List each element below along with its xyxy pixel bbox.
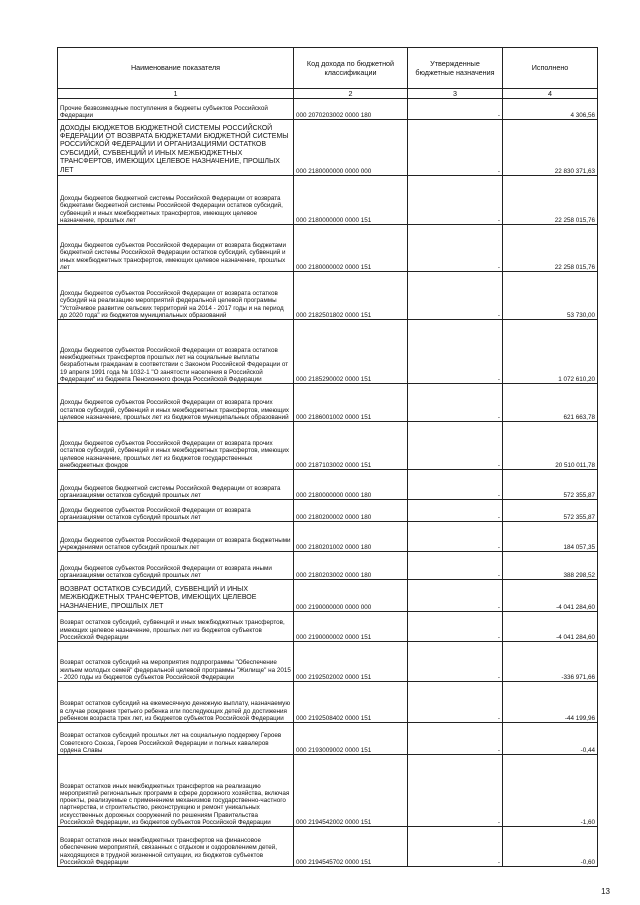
income-code: 000 2180000000 0000 000 (294, 120, 408, 176)
indicator-name: Доходы бюджетов субъектов Российской Федерации от возврата остатков субсидий на реализацию мероприятий федеральной целевой программы "Устойчивое развитие сельских территорий на 2014 - 2017 годы и на период до 2020 года" из бюджетов муниципальных образований (58, 272, 294, 320)
executed-value: -4 041 284,60 (503, 612, 598, 642)
indicator-name: Прочие безвозмездные поступления в бюджеты субъектов Российской Федерации (58, 99, 294, 120)
table-row (58, 320, 598, 384)
approved-value: - (408, 642, 503, 682)
indicator-name: Доходы бюджетов субъектов Российской Федерации от возврата организациями остатков субсидий прошлых лет (58, 500, 294, 522)
income-code: 000 2194545702 0000 151 (294, 827, 408, 867)
indicator-name: ДОХОДЫ БЮДЖЕТОВ БЮДЖЕТНОЙ СИСТЕМЫ РОССИЙСКОЙ ФЕДЕРАЦИИ ОТ ВОЗВРАТА БЮДЖЕТАМИ БЮДЖЕТНОЙ СИСТЕМЫ РОССИЙСКОЙ ФЕДЕРАЦИИ И ОРГАНИЗАЦИЯМИ ОСТАТКОВ СУБСИДИЙ, СУБВЕНЦИЙ И ИНЫХ МЕЖБЮДЖЕТНЫХ ТРАНСФЕРТОВ, ИМЕЮЩИХ ЦЕЛЕВОЕ НАЗНАЧЕНИЕ, ПРОШЛЫХ ЛЕТ (58, 120, 294, 176)
executed-value: 621 663,78 (503, 384, 598, 422)
indicator-name: Доходы бюджетов бюджетной системы Российской Федерации от возврата бюджетами бюджетной системы Российской Федерации остатков субсидий, субвенций и иных межбюджетных трансфертов, имеющих целевое назначение, прошлых лет (58, 176, 294, 225)
income-code: 000 2180201002 0000 180 (294, 522, 408, 552)
approved-value: - (408, 320, 503, 384)
executed-value: 1 072 610,20 (503, 320, 598, 384)
table-row (58, 120, 598, 176)
income-code: 000 2180000002 0000 151 (294, 225, 408, 272)
approved-value: - (408, 176, 503, 225)
column-number: 4 (503, 89, 598, 99)
approved-value: - (408, 552, 503, 580)
executed-value: 4 306,56 (503, 99, 598, 120)
page-number: 13 (601, 887, 610, 896)
approved-value: - (408, 272, 503, 320)
table-row (58, 422, 598, 470)
indicator-name: Возврат остатков субсидий на мероприятия подпрограммы "Обеспечение жильем молодых семей" федеральной целевой программы "Жилище" на 2015 - 2020 годы из бюджетов субъектов Российской Федерации (58, 642, 294, 682)
header-executed: Исполнено (503, 48, 598, 89)
executed-value: 22 258 015,76 (503, 176, 598, 225)
table-row (58, 522, 598, 552)
income-code: 000 2193009002 0000 151 (294, 723, 408, 755)
table-row (58, 384, 598, 422)
executed-value: 20 510 011,78 (503, 422, 598, 470)
income-code: 000 2185290002 0000 151 (294, 320, 408, 384)
header-income-code: Код дохода по бюджетной классификации (294, 48, 408, 89)
header-approved-budget: Утвержденные бюджетные назначения (408, 48, 503, 89)
approved-value: - (408, 384, 503, 422)
approved-value: - (408, 500, 503, 522)
income-code: 000 2194542002 0000 151 (294, 755, 408, 827)
income-code: 000 2182501802 0000 151 (294, 272, 408, 320)
budget-execution-table (57, 47, 598, 867)
table-row (58, 99, 598, 120)
table-row (58, 580, 598, 612)
income-code: 000 2070203002 0000 180 (294, 99, 408, 120)
indicator-name: Доходы бюджетов субъектов Российской Федерации от возврата бюджетами бюджетной системы Российской Федерации остатков субсидий, субвенций и иных межбюджетных трансфертов, имеющих целевое назначение, прошлых лет (58, 225, 294, 272)
approved-value: - (408, 755, 503, 827)
table-row (58, 470, 598, 500)
indicator-name: Возврат остатков иных межбюджетных трансфертов на финансовое обеспечение мероприятий, связанных с отдыхом и оздоровлением детей, находящихся в трудной жизненной ситуации, из бюджетов субъектов Российской Федерации (58, 827, 294, 867)
indicator-name: Возврат остатков субсидий на ежемесячную денежную выплату, назначаемую в случае рождения третьего ребенка или последующих детей до достижения ребенком возраста трех лет, из бюджетов субъектов Российской Федерации (58, 682, 294, 723)
income-code: 000 2180203002 0000 180 (294, 552, 408, 580)
table-row (58, 176, 598, 225)
table-row (58, 272, 598, 320)
executed-value: 184 057,35 (503, 522, 598, 552)
header-indicator-name: Наименование показателя (58, 48, 294, 89)
approved-value: - (408, 470, 503, 500)
column-number: 2 (294, 89, 408, 99)
table-row (58, 682, 598, 723)
approved-value: - (408, 612, 503, 642)
income-code: 000 2180200002 0000 180 (294, 500, 408, 522)
table-row (58, 723, 598, 755)
income-code: 000 2187103002 0000 151 (294, 422, 408, 470)
table-row (58, 225, 598, 272)
income-code: 000 2190000002 0000 151 (294, 612, 408, 642)
table-row (58, 612, 598, 642)
table-header-row (58, 48, 598, 89)
indicator-name: Доходы бюджетов субъектов Российской Федерации от возврата иными организациями остатков субсидий прошлых лет (58, 552, 294, 580)
approved-value: - (408, 723, 503, 755)
income-code: 000 2190000000 0000 000 (294, 580, 408, 612)
approved-value: - (408, 522, 503, 552)
income-code: 000 2180000000 0000 151 (294, 176, 408, 225)
table-row (58, 642, 598, 682)
executed-value: -0,44 (503, 723, 598, 755)
income-code: 000 2186001002 0000 151 (294, 384, 408, 422)
table-row (58, 552, 598, 580)
approved-value: - (408, 225, 503, 272)
executed-value: 572 355,87 (503, 470, 598, 500)
column-number: 3 (408, 89, 503, 99)
executed-value: -336 971,66 (503, 642, 598, 682)
indicator-name: Возврат остатков субсидий, субвенций и иных межбюджетных трансфертов, имеющих целевое назначение, прошлых лет из бюджетов субъектов Российской Федерации (58, 612, 294, 642)
approved-value: - (408, 120, 503, 176)
executed-value: 22 830 371,63 (503, 120, 598, 176)
executed-value: 22 258 015,76 (503, 225, 598, 272)
income-code: 000 2192502002 0000 151 (294, 642, 408, 682)
indicator-name: Доходы бюджетов субъектов Российской Федерации от возврата остатков межбюджетных трансфертов прошлых лет на социальные выплаты безработным гражданам в соответствии с Законом Российской Федерации от 19 апреля 1991 года № 1032-1 "О занятости населения в Российской Федерации" из бюджета Пенсионного фонда Российской Федерации (58, 320, 294, 384)
indicator-name: Возврат остатков иных межбюджетных трансфертов на реализацию мероприятий региональных программ в сфере дорожного хозяйства, включая проекты, реализуемые с применением механизмов государственно-частного партнерства, и строительство, реконструкцию и ремонт уникальных искусственных дорожных сооружений по решениям Правительства Российской Федерации, из бюджетов субъектов Российской Федерации (58, 755, 294, 827)
executed-value: -0,60 (503, 827, 598, 867)
indicator-name: Возврат остатков субсидий прошлых лет на социальную поддержку Героев Советского Союза, Героев Российской Федерации и полных кавалеров ордена Славы (58, 723, 294, 755)
approved-value: - (408, 422, 503, 470)
executed-value: 572 355,87 (503, 500, 598, 522)
table-row (58, 500, 598, 522)
executed-value: 53 730,00 (503, 272, 598, 320)
column-number: 1 (58, 89, 294, 99)
executed-value: 388 298,52 (503, 552, 598, 580)
approved-value: - (408, 580, 503, 612)
table-row (58, 755, 598, 827)
approved-value: - (408, 682, 503, 723)
executed-value: -4 041 284,60 (503, 580, 598, 612)
indicator-name: ВОЗВРАТ ОСТАТКОВ СУБСИДИЙ, СУБВЕНЦИЙ И ИНЫХ МЕЖБЮДЖЕТНЫХ ТРАНСФЕРТОВ, ИМЕЮЩИХ ЦЕЛЕВОЕ НАЗНАЧЕНИЕ, ПРОШЛЫХ ЛЕТ (58, 580, 294, 612)
column-number-row (58, 89, 598, 99)
indicator-name: Доходы бюджетов субъектов Российской Федерации от возврата прочих остатков субсидий, субвенций и иных межбюджетных трансфертов, имеющих целевое назначение, прошлых лет из бюджетов государственных внебюджетных фондов (58, 422, 294, 470)
indicator-name: Доходы бюджетов бюджетной системы Российской Федерации от возврата организациями остатков субсидий прошлых лет (58, 470, 294, 500)
indicator-name: Доходы бюджетов субъектов Российской Федерации от возврата прочих остатков субсидий, субвенций и иных межбюджетных трансфертов, имеющих целевое назначение, прошлых лет из бюджетов муниципальных образований (58, 384, 294, 422)
income-code: 000 2192508402 0000 151 (294, 682, 408, 723)
approved-value: - (408, 99, 503, 120)
table-row (58, 827, 598, 867)
executed-value: -1,60 (503, 755, 598, 827)
income-code: 000 2180000000 0000 180 (294, 470, 408, 500)
executed-value: -44 199,96 (503, 682, 598, 723)
indicator-name: Доходы бюджетов субъектов Российской Федерации от возврата бюджетными учреждениями остатков субсидий прошлых лет (58, 522, 294, 552)
approved-value: - (408, 827, 503, 867)
